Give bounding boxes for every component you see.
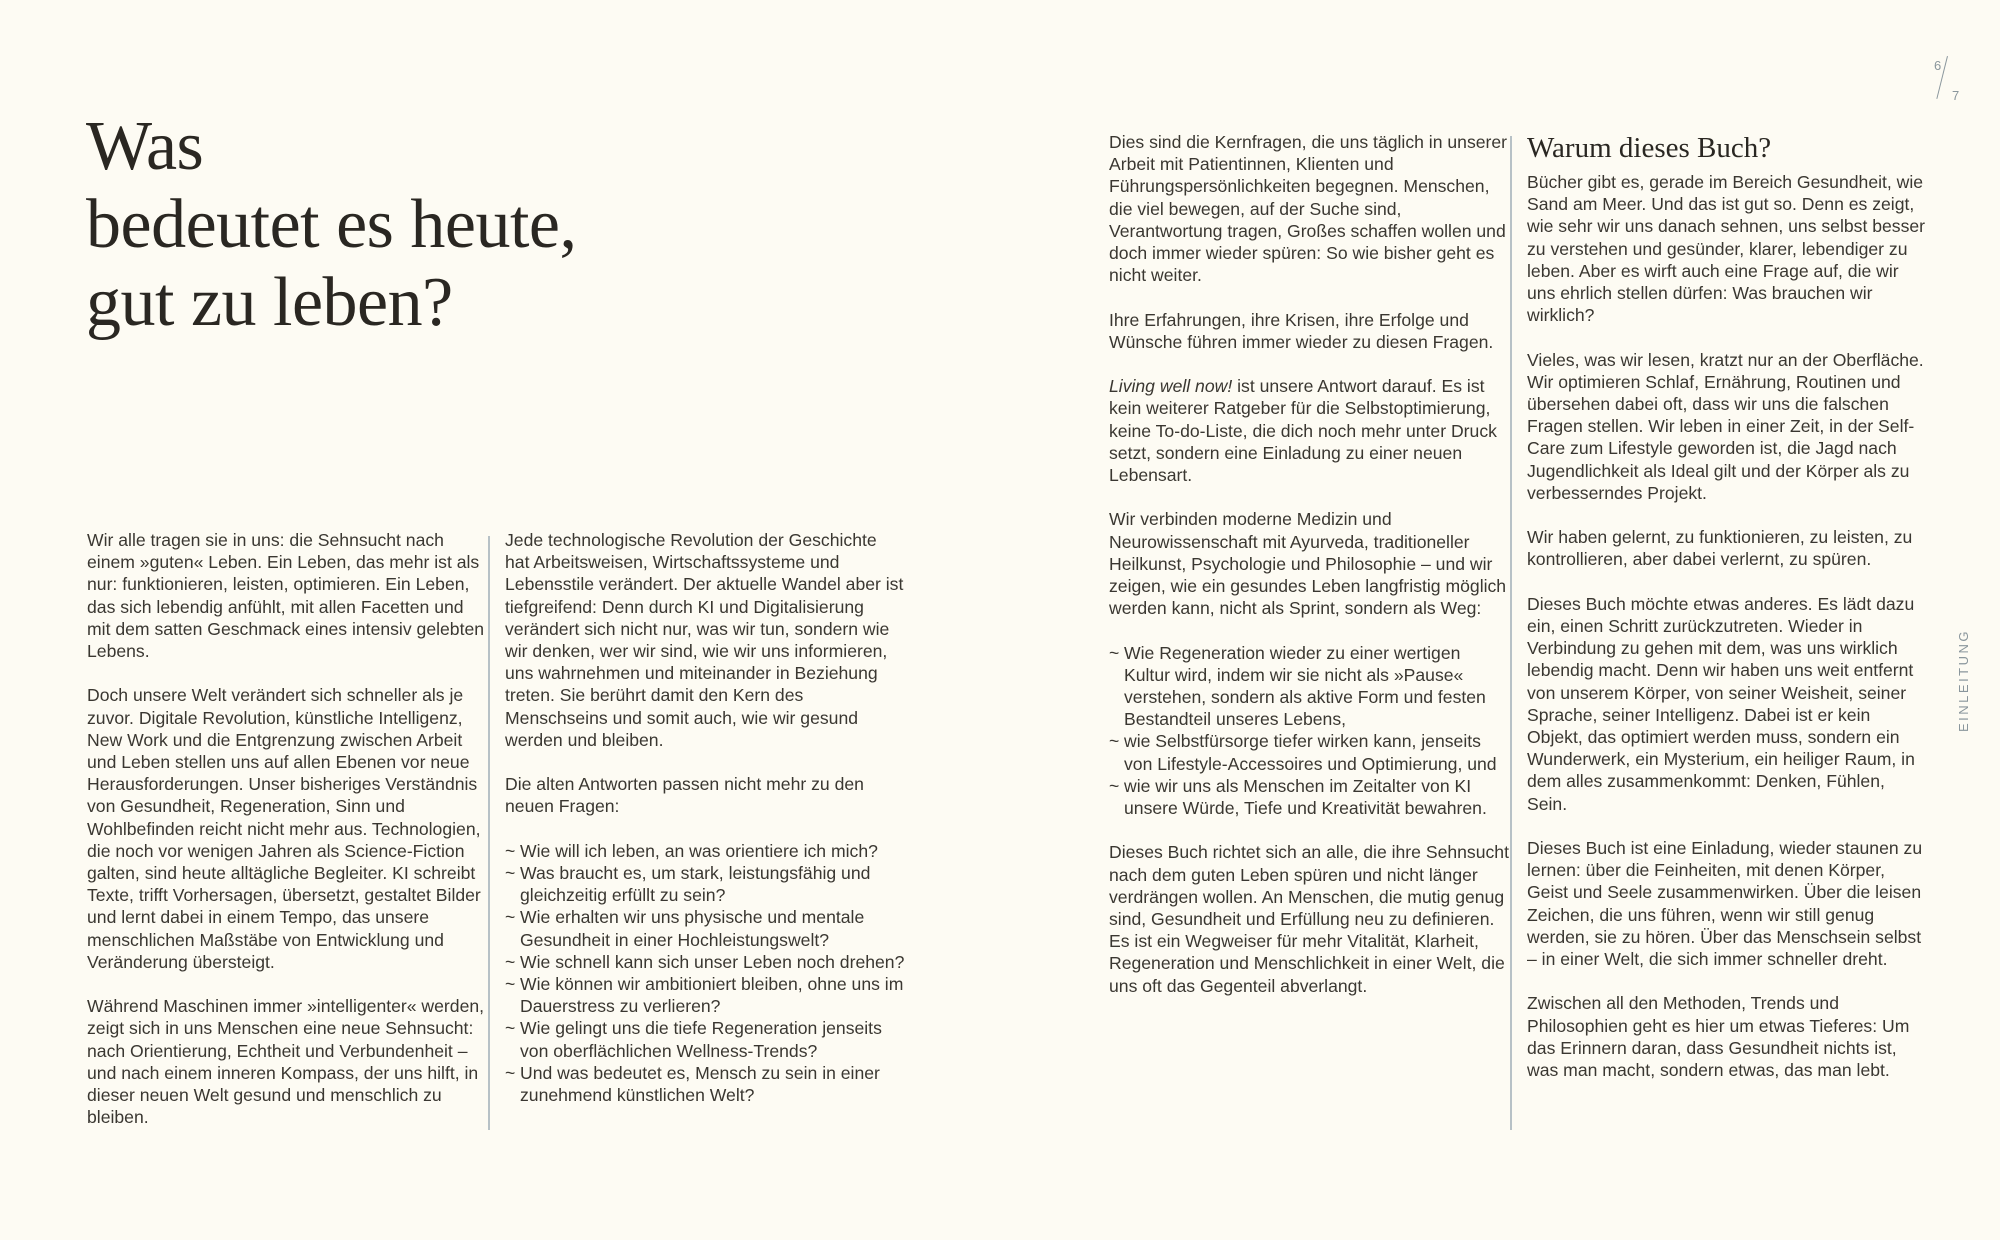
headline	[86, 108, 786, 342]
paragraph: Dieses Buch möchte etwas anderes. Es lädt dazu ein, einen Schritt zurückzutreten. Wieder in Verbindung zu gehen mit dem, was uns wirklich lebendig macht. Denn wir haben uns weit entfernt von unserem Körper, von seiner Weisheit, seiner Sprache, seiner Intelligenz. Dabei ist er kein Objekt, das optimiert werden muss, sondern ein Wunderwerk, ein Mysterium, ein heiliger Raum, in dem alles zusammenkommt: Denken, Fühlen, Sein.	[1527, 593, 1915, 814]
list-item: ~ wie Selbstfürsorge tiefer wirken kann, jenseits von Lifestyle-Accessoires und Optimierung, und	[1109, 730, 1509, 774]
paragraph	[1109, 375, 1509, 486]
list-item: ~ Und was bedeutet es, Mensch zu sein in einer zunehmend künstlichen Welt?	[505, 1062, 905, 1106]
text-column-1	[87, 529, 487, 1128]
list-item: ~ Was braucht es, um stark, leistungsfähig und gleichzeitig erfüllt zu sein?	[505, 862, 905, 906]
column-divider	[1510, 136, 1512, 1130]
column-divider	[488, 536, 490, 1130]
section-label: EINLEITUNG	[1956, 628, 1971, 732]
paragraph: Dieses Buch richtet sich an alle, die ihre Sehnsucht nach dem guten Leben spüren und nicht länger verdrängen wollen. An Menschen, die mutig genug sind, Gesundheit und Erfüllung neu zu definieren. Es ist ein Wegweiser für mehr Vitalität, Klarheit, Regeneration und Menschlichkeit in einer Welt, die uns oft das Gegenteil abverlangt.	[1109, 842, 1509, 996]
list-item: ~ Wie Regeneration wieder zu einer wertigen Kultur wird, indem wir sie nicht als »Pause« verstehen, sondern als aktive Form und festen Bestandteil unseres Lebens,	[1109, 642, 1509, 731]
list-item: ~ Wie erhalten wir uns physische und mentale Gesundheit in einer Hochleistungswelt?	[505, 906, 905, 950]
paragraph: Jede technologische Revolution der Geschichte hat Arbeitsweisen, Wirtschaftssysteme und Lebensstile verändert. Der aktuelle Wandel aber ist tiefgreifend: Denn durch KI und Digitalisierung verändert sich nicht nur, was wir tun, sondern wie wir denken, wer wir sind, wie wir uns informieren, uns wahrnehmen und miteinander in Beziehung treten. Sie berührt damit den Kern des Menschseins und somit auch, wie wir gesund werden und bleiben.	[505, 530, 904, 750]
paragraph: Vieles, was wir lesen, kratzt nur an der Oberfläche. Wir optimieren Schlaf, Ernährung, Routinen und übersehen dabei oft, dass wir uns die falschen Fragen stellen. Wir leben in einer Zeit, in der Self-Care zum Lifestyle geworden ist, die Jagd nach Jugendlichkeit als Ideal gilt und der Körper als zu verbesserndes Projekt.	[1527, 349, 1924, 503]
paragraph: Wir alle tragen sie in uns: die Sehnsucht nach einem »guten« Leben. Ein Leben, das mehr ist als nur: funktionieren, leisten, optimieren. Ein Leben, das sich lebendig anfühlt, mit allen Facetten und mit dem satten Geschmack eines intensiv gelebten Lebens.	[87, 530, 485, 662]
paragraph: Wir verbinden moderne Medizin und Neurowissenschaft mit Ayurveda, traditioneller Heilkunst, Psychologie und Philosophie – und wir zeigen, wie ein gesundes Leben langfristig möglich werden kann, nicht als Sprint, sondern als Weg:	[1109, 509, 1507, 619]
paragraph: Dieses Buch ist eine Einladung, wieder staunen zu lernen: über die Feinheiten, mit denen Körper, Geist und Seele zusammenwirken. Über die leisen Zeichen, die uns führen, wenn wir still genug werden, sie zu hören. Über das Menschsein selbst – in einer Welt, die sich immer schneller dreht.	[1527, 838, 1923, 970]
section-heading: Warum dieses Buch?	[1527, 132, 1772, 164]
list-item: ~ Wie gelingt uns die tiefe Regeneration jenseits von oberflächlichen Wellness-Trends?	[505, 1017, 905, 1061]
paragraph: Zwischen all den Methoden, Trends und Philosophien geht es hier um etwas Tieferes: Um das Erinnern daran, dass Gesundheit nichts ist, was man macht, sondern etwas, das man lebt.	[1527, 993, 1910, 1081]
paragraph: Wir haben gelernt, zu funktionieren, zu leisten, zu kontrollieren, aber dabei verlernt, zu spüren.	[1527, 527, 1913, 570]
paragraph: Ihre Erfahrungen, ihre Krisen, ihre Erfolge und Wünsche führen immer wieder zu diesen Fragen.	[1109, 309, 1494, 352]
question-list	[505, 840, 905, 1106]
paragraph: Bücher gibt es, gerade im Bereich Gesundheit, wie Sand am Meer. Und das ist gut so. Denn es zeigt, wie sehr wir uns danach sehnen, uns selbst besser zu verstehen und gesünder, klarer, lebendiger zu leben. Aber es wirft auch eine Frage auf, die wir uns ehrlich stellen dürfen: Was brauchen wir wirklich?	[1527, 172, 1926, 326]
text-column-3	[1109, 131, 1509, 997]
page-numbers	[1930, 54, 1970, 104]
headline-line-3: gut zu leben?	[86, 264, 453, 341]
headline-line-2: bedeutet es heute,	[86, 186, 577, 263]
list-item: ~ Wie will ich leben, an was orientiere ich mich?	[505, 840, 905, 862]
list-item: ~ Wie können wir ambitioniert bleiben, ohne uns im Dauerstress zu verlieren?	[505, 973, 905, 1017]
page-number-left: 6	[1934, 58, 1942, 73]
list-item: ~ Wie schnell kann sich unser Leben noch drehen?	[505, 951, 905, 973]
approach-list	[1109, 642, 1509, 820]
paragraph: Doch unsere Welt verändert sich schneller als je zuvor. Digitale Revolution, künstliche Intelligenz, New Work und die Entgrenzung zwischen Arbeit und Leben stellen uns auf allen Ebenen vor neue Herausforderungen. Unser bisheriges Verständnis von Gesundheit, Regeneration, Sinn und Wohlbefinden reicht nicht mehr aus. Technologien, die noch vor wenigen Jahren als Science-Fiction galten, sind heute alltägliche Begleiter. KI schreibt Texte, trifft Vorhersagen, übersetzt, gestaltet Bilder und lernt dabei in einem Tempo, das unsere menschlichen Maßstäbe von Entwicklung und Veränderung übersteigt.	[87, 685, 481, 972]
paragraph: Die alten Antworten passen nicht mehr zu den neuen Fragen:	[505, 774, 864, 817]
text-column-2	[505, 529, 905, 1128]
page-number-right: 7	[1952, 88, 1960, 103]
paragraph: Dies sind die Kernfragen, die uns täglich in unserer Arbeit mit Patientinnen, Klienten und Führungspersönlichkeiten begegnen. Menschen, die viel bewegen, auf der Suche sind, Verantwortung tragen, Großes schaffen wollen und doch immer wieder spüren: So wie bisher geht es nicht weiter.	[1109, 132, 1508, 286]
headline-line-1: Was	[86, 108, 204, 185]
paragraph: Während Maschinen immer »intelligenter« werden, zeigt sich in uns Menschen eine neue Sehnsucht: nach Orientierung, Echtheit und Verbundenheit – und nach einem inneren Kompass, der uns hilft, in dieser neuen Welt gesund und menschlich zu bleiben.	[87, 996, 485, 1128]
book-title: Living well now!	[1109, 376, 1233, 397]
text-column-4	[1527, 131, 1927, 1081]
paragraph-text: ist unsere Antwort darauf. Es ist kein weiterer Ratgeber für die Selbstoptimierung, keine To-do-Liste, die dich noch mehr unter Druck setzt, sondern eine Einladung zu einer neuen Lebensart.	[1109, 376, 1497, 486]
list-item: ~ wie wir uns als Menschen im Zeitalter von KI unsere Würde, Tiefe und Kreativität bewahren.	[1109, 775, 1509, 819]
